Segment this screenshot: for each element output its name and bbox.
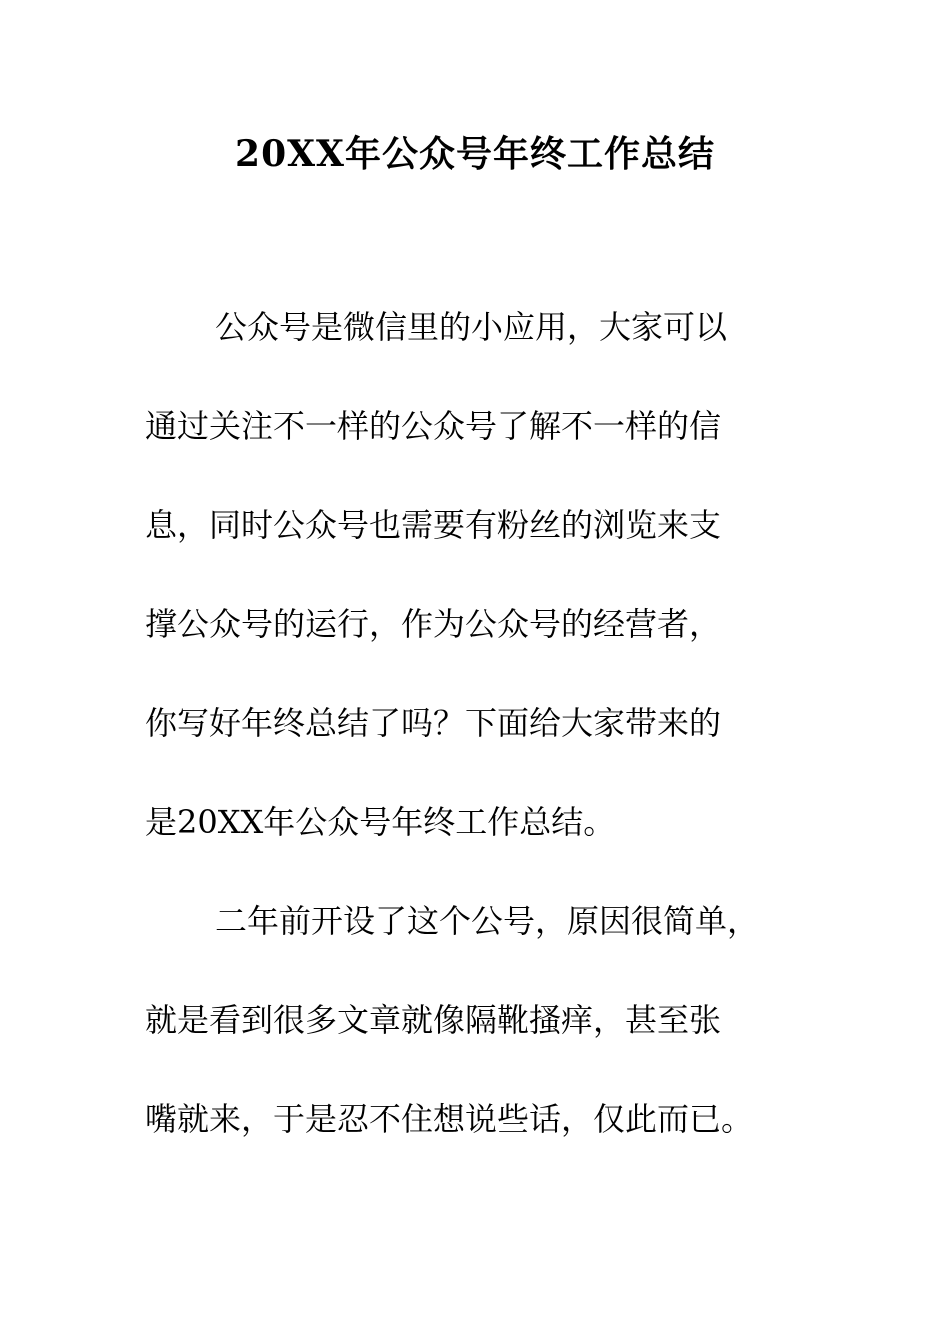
- paragraph-1-line-5: 你写好年终总结了吗？下面给大家带来的: [145, 704, 722, 742]
- paragraph-1-line-4: 撑公众号的运行，作为公众号的经营者，: [145, 605, 722, 643]
- paragraph-1-line-6: 是20XX年公众号年终工作总结。: [145, 803, 616, 841]
- paragraph-2-line-3: 嘴就来，于是忍不住想说些话，仅此而已。: [145, 1100, 754, 1138]
- paragraph-1-line-1: 公众号是微信里的小应用，大家可以: [215, 308, 728, 346]
- paragraph-1-line-2: 通过关注不一样的公众号了解不一样的信: [145, 407, 722, 445]
- paragraph-2-line-1: 二年前开设了这个公号，原因很简单，: [215, 902, 760, 940]
- paragraph-1-line-3: 息，同时公众号也需要有粉丝的浏览来支: [145, 506, 722, 544]
- document-title: 20XX年公众号年终工作总结: [235, 133, 715, 175]
- paragraph-2-line-2: 就是看到很多文章就像隔靴搔痒，甚至张: [145, 1001, 722, 1039]
